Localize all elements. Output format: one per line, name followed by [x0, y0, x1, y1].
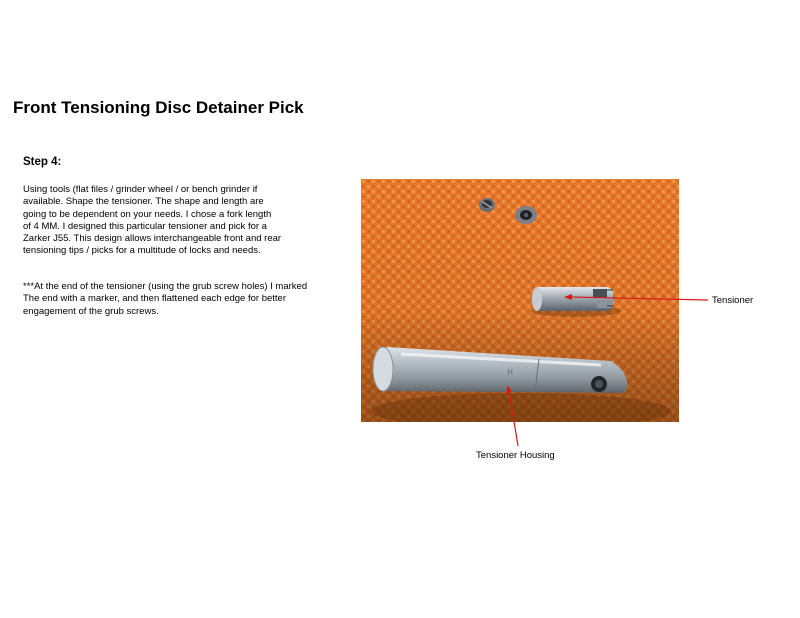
tensioner-part — [532, 287, 613, 311]
grub-screw — [515, 206, 537, 224]
grub-screw — [479, 198, 495, 212]
tensioner-label: Tensioner — [712, 295, 754, 306]
page-title: Front Tensioning Disc Detainer Pick — [13, 98, 304, 117]
step-heading: Step 4: — [23, 156, 62, 168]
tensioner-photo — [361, 179, 679, 422]
tensioner-housing-label: Tensioner Housing — [476, 450, 555, 461]
svg-text:H: H — [507, 368, 514, 377]
note-paragraph: ***At the end of the tensioner (using the grub screw holes) I marked The end with a marker, and then flattened each edge for better engagement of the grub screws. — [23, 281, 308, 317]
instruction-paragraph: Using tools (flat files / grinder wheel / or bench grinder if available. Shape the tensioner. The shape and length are going to be dependent on your needs. I chose a fork length of 4 MM. I designed this particular tensioner and pick for a Zarker J55. This design allows interchangeable front and rear tensioning tips / picks for a multitude of locks and needs. — [23, 184, 282, 257]
